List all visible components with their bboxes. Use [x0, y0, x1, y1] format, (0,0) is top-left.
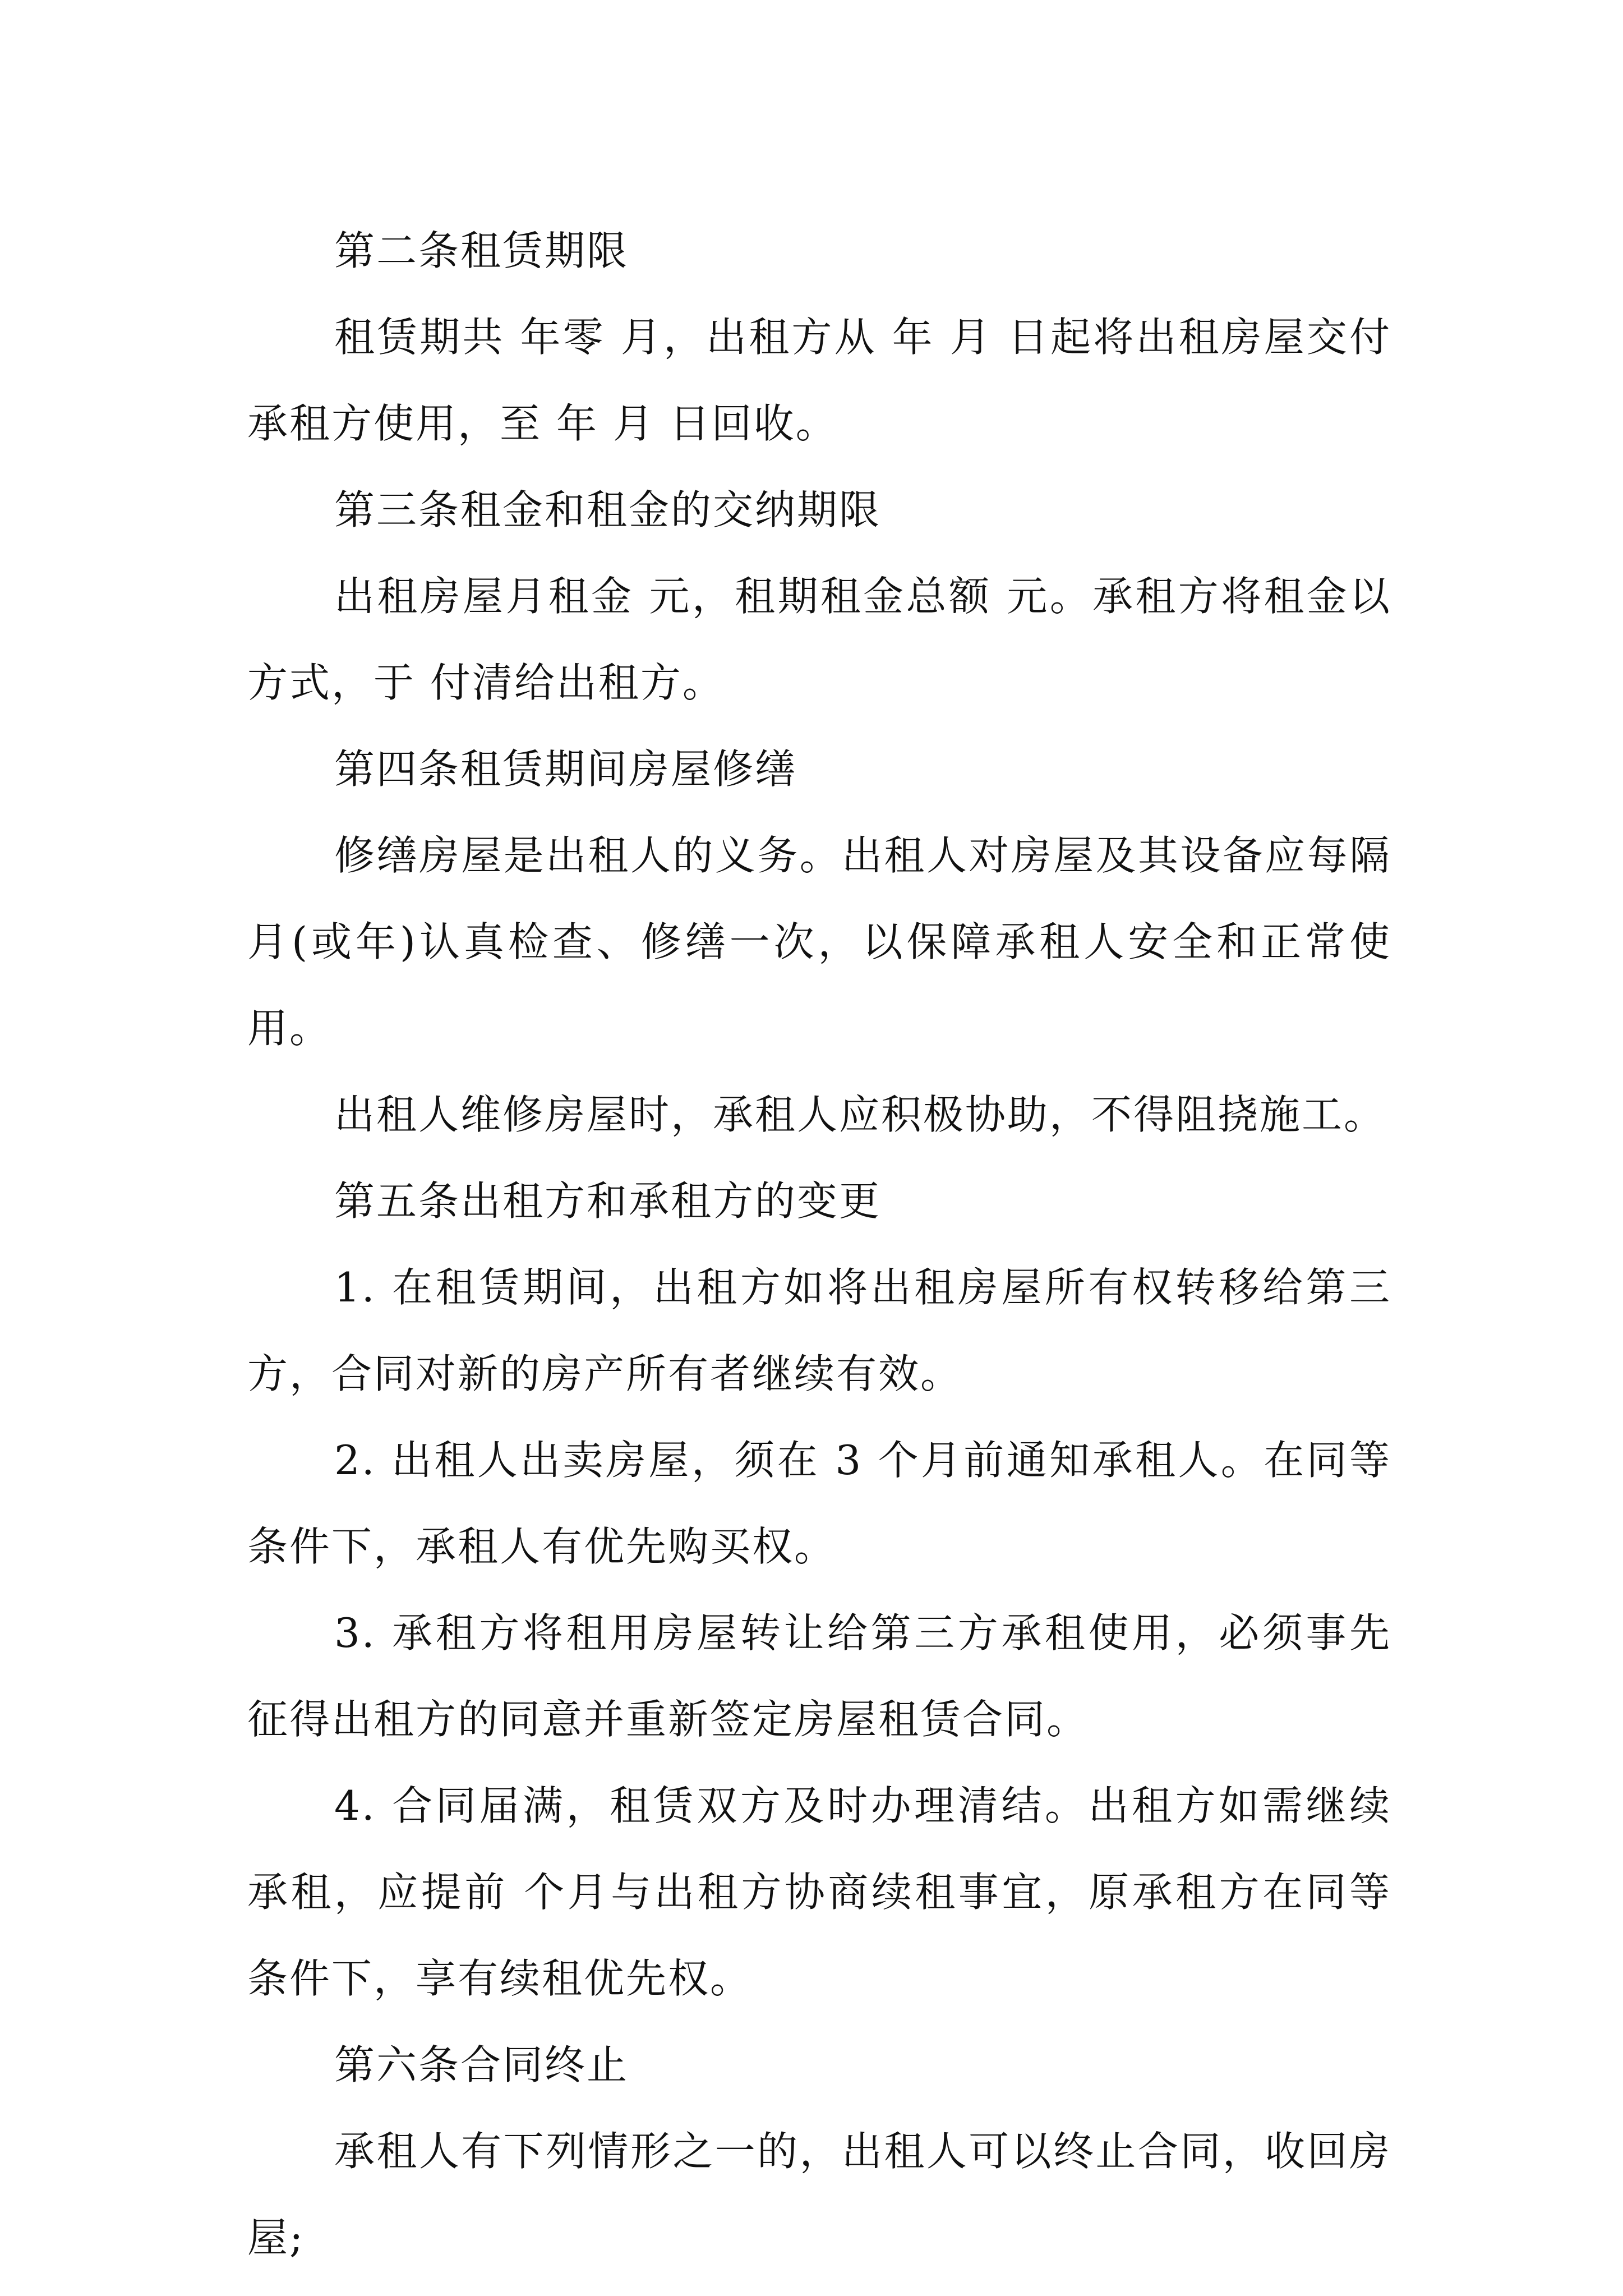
- section-heading-lease-term: 第二条租赁期限: [334, 227, 629, 274]
- paragraph-termination: 承租人有下列情形之一的，出租人可以终止合同，收回房屋;: [247, 2128, 1391, 2261]
- paragraph-rent: 出租房屋月租金 元，租期租金总额 元。承租方将租金以 方式，于 付清给出租方。: [247, 573, 1391, 706]
- paragraph-repairs-duty: 修缮房屋是出租人的义务。出租人对房屋及其设备应每隔 月(或年)认真检查、修缮一次，以保障承租人安全和正常使用。: [247, 832, 1391, 1052]
- section-heading-repairs: 第四条租赁期间房屋修缮: [334, 746, 797, 793]
- document-body: [247, 208, 1391, 2281]
- paragraph-repairs-assist: 出租人维修房屋时，承租人应积极协助，不得阻挠施工。: [334, 1091, 1386, 1138]
- list-item-change-4: 4. 合同届满，租赁双方及时办理清结。出租方如需继续承租，应提前 个月与出租方协商续租事宜，原承租方在同等条件下，享有续租优先权。: [247, 1782, 1391, 2002]
- list-item-change-3: 3. 承租方将租用房屋转让给第三方承租使用，必须事先征得出租方的同意并重新签定房屋租赁合同。: [247, 1609, 1391, 1743]
- section-heading-changes: 第五条出租方和承租方的变更: [334, 1177, 882, 1225]
- list-item-change-2: 2. 出租人出卖房屋，须在 3 个月前通知承租人。在同等条件下，承租人有优先购买权。: [247, 1437, 1391, 1570]
- section-heading-termination: 第六条合同终止: [334, 2041, 629, 2088]
- section-heading-rent: 第三条租金和租金的交纳期限: [334, 486, 882, 533]
- list-item-change-1: 1. 在租赁期间，出租方如将出租房屋所有权转移给第三方，合同对新的房产所有者继续有效。: [247, 1264, 1391, 1397]
- paragraph-lease-term: 租赁期共 年零 月，出租方从 年 月 日起将出租房屋交付承租方使用，至 年 月 日回收。: [247, 314, 1391, 447]
